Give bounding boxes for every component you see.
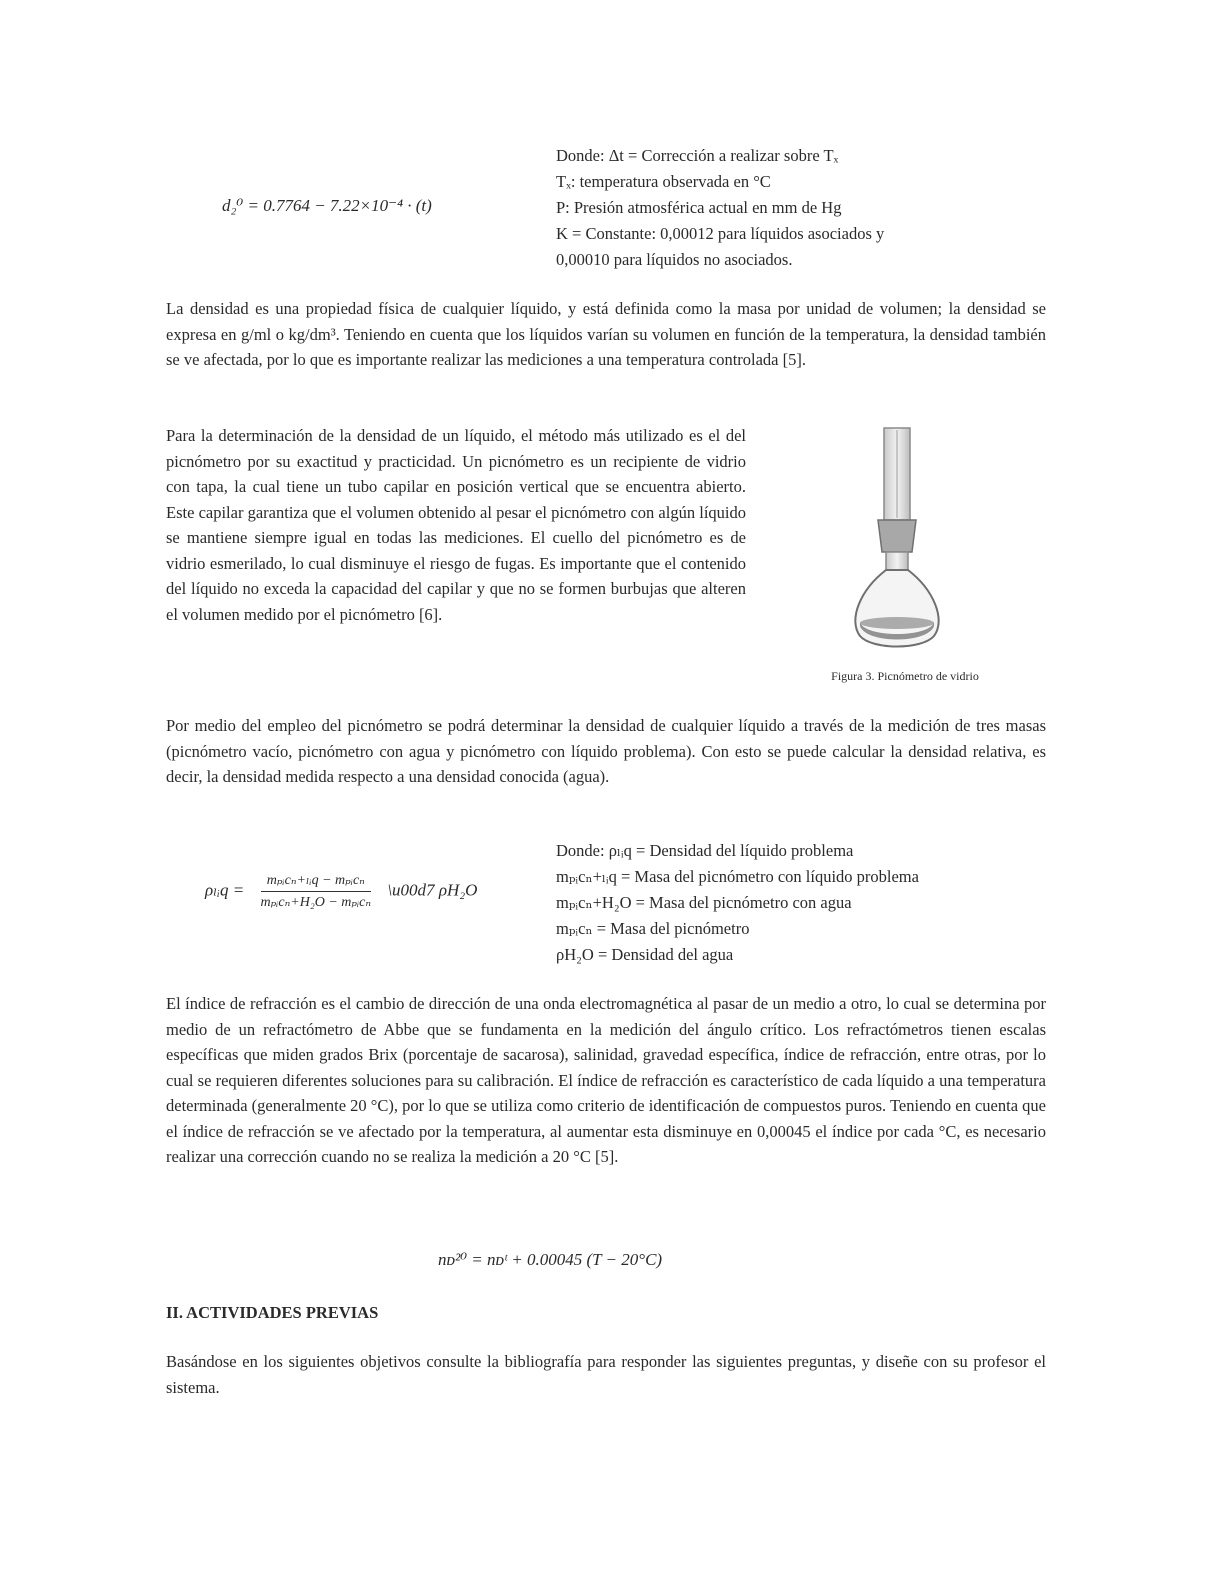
density-rhs: ρH₂O (438, 880, 478, 900)
section-heading: II. ACTIVIDADES PREVIAS (166, 1303, 379, 1322)
fraction-denominator: mₚᵢcₙ+H₂O − mₚᵢcₙ (260, 895, 372, 910)
legend-line: P: Presión atmosférica actual en mm de Hg (556, 198, 842, 217)
density-intro-paragraph: La densidad es una propiedad física de cualquier líquido, y está definida como la masa por unidad de volumen; la densidad se expresa en g/ml o kg/dm³. Teniendo en cuenta que los líquidos varían su volumen en función de la temperatura, la densidad también se ve afectada, por lo que es importante realizar las mediciones a una temperatura controlada [5]. (166, 299, 1046, 369)
multiply-sign: \u00d7 (387, 880, 435, 900)
legend-line: ρH₂O = Densidad del agua (556, 945, 734, 964)
pycnometer-figure (800, 420, 1010, 660)
density-legend (556, 838, 1036, 968)
legend-line: 0,00010 para líquidos no asociados. (556, 250, 793, 269)
pycnometer-paragraph: Para la determinación de la densidad de un líquido, el método más utilizado es el del picnómetro por su exactitud y practicidad. Un picnómetro es un recipiente de vidrio con tapa, la cual tiene un tubo capilar en posición vertical que se encuentra abierto. Este capilar garantiza que el volumen obtenido al pesar el picnómetro con algún líquido se mantiene siempre igual en todas las mediciones. El cuello del picnómetro es de vidrio esmerilado, lo cual disminuye el riesgo de fugas. Es importante que el contenido del líquido no exceda la capacidad del capilar y que no se formen burbujas que alteren el volumen medido por el picnómetro [6]. (166, 426, 746, 624)
legend-line: K = Constante: 0,00012 para líquidos asociados y (556, 224, 885, 243)
legend-line: Donde: Δt = Corrección a realizar sobre Tₓ (556, 146, 839, 165)
density-equation (205, 872, 477, 911)
boiling-correction-equation: d₂⁰ = 0.7764 − 7.22×10⁻⁴ · (t) (222, 196, 432, 215)
figure-caption: Figura 3. Picnómetro de vidrio (831, 669, 979, 683)
legend-line: mₚᵢcₙ = Masa del picnómetro (556, 919, 750, 938)
equals-sign: = (232, 880, 249, 900)
density-lhs: ρₗᵢq (205, 880, 229, 900)
refraction-index-paragraph: El índice de refracción es el cambio de dirección de una onda electromagnética al pasar de un medio a otro, lo cual se determina por medio de un refractómetro de Abbe que se fundamenta en la medición del ángulo crítico. Los refractómetros tienen escalas específicas que miden grados Brix (porcentaje de sacarosa), salinidad, gravedad específica, índice de refracción, entre otras, por lo cual se requieren diferentes soluciones para su calibración. El índice de refracción es característico de cada líquido a una temperatura determinada (generalmente 20 °C), por lo que se utiliza como criterio de identificación de compuestos puros. Teniendo en cuenta que el índice de refracción se ve afectado por la temperatura, al aumentar esta disminuye en 0,00045 el índice por cada °C, es necesario realizar una corrección cuando no se realiza la medición a 20 °C [5]. (166, 994, 1046, 1166)
refraction-correction-equation: nᴅ²⁰ = nᴅᵗ + 0.00045 (T − 20°C) (438, 1250, 663, 1269)
fraction-numerator: mₚᵢcₙ+ₗᵢq − mₚᵢcₙ (261, 872, 371, 892)
pycnometer-image (800, 420, 1010, 660)
previous-activities-paragraph: Basándose en los siguientes objetivos consulte la bibliografía para responder las siguientes preguntas, y diseñe con su profesor el sistema. (166, 1352, 1046, 1397)
legend-line: mₚᵢcₙ+H₂O = Masa del picnómetro con agua (556, 893, 852, 912)
boiling-correction-legend (556, 143, 1048, 273)
pycnometer-method-paragraph: Por medio del empleo del picnómetro se podrá determinar la densidad de cualquier líquido a través de la medición de tres masas (picnómetro vacío, picnómetro con agua y picnómetro con líquido problema). Con esto se puede calcular la densidad relativa, es decir, la densidad medida respecto a una densidad conocida (agua). (166, 716, 1046, 786)
legend-line: Tₓ: temperatura observada en °C (556, 172, 771, 191)
legend-line: Donde: ρₗᵢq = Densidad del líquido problema (556, 841, 854, 860)
legend-line: mₚᵢcₙ+ₗᵢq = Masa del picnómetro con líquido problema (556, 867, 919, 886)
density-fraction (254, 872, 377, 911)
